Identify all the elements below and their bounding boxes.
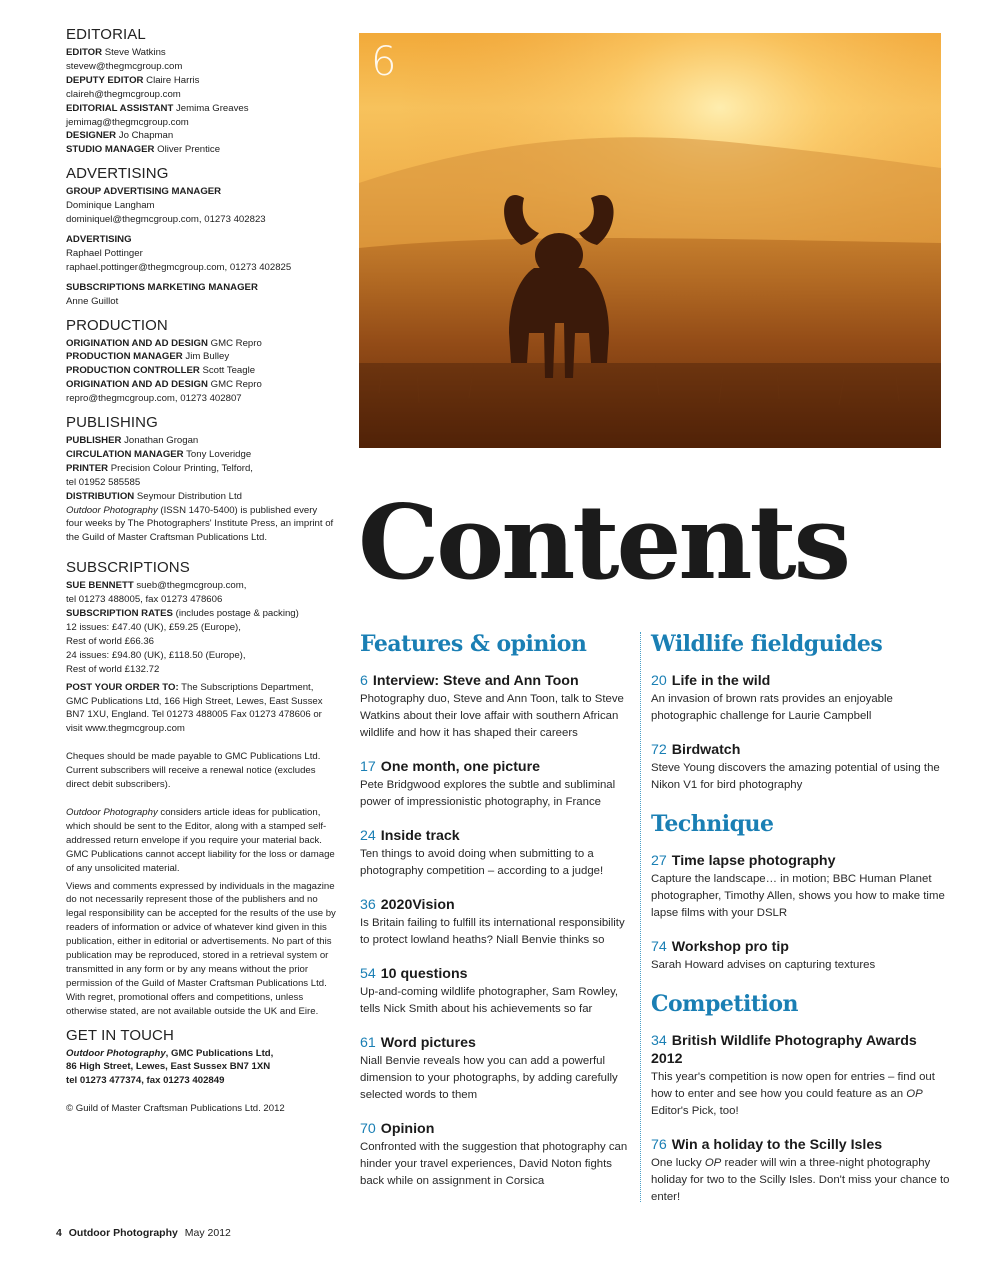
article-ideas-note xyxy=(66,806,336,876)
masthead-line xyxy=(66,434,336,448)
contents-item-description: Niall Benvie reveals how you can add a powerful dimension to your photographs, by adding carefully selected words to them xyxy=(360,1055,618,1101)
get-in-touch-heading: GET IN TOUCH xyxy=(66,1026,174,1044)
masthead-value: GMC Repro xyxy=(207,379,262,391)
contents-title-text: 10 questions xyxy=(380,966,468,982)
masthead-role: DEPUTY EDITOR xyxy=(66,74,144,86)
contents-item-description: An invasion of brown rats provides an enjoyable photographic challenge for Laurie Campbell xyxy=(651,693,893,722)
legal-disclaimer: Views and comments expressed by individuals in the magazine do not necessarily represent those of the publishers and no legal responsibility can be accepted for the results of the use by readers of information or advice of whatever kind given in this publication, either in editorial or advertisements. No part of this publication may be reproduced, stored in a retrieval system or transmitted in any form or by any means without the prior permission of the Guild of Master Craftsman Publications Ltd. With regret, promotional offers and competitions, unless otherwise stated, are not available outside the UK and Eire. xyxy=(66,880,336,1017)
production-lines xyxy=(66,337,336,407)
masthead-role: DESIGNER xyxy=(66,130,117,142)
contents-item-description: Pete Bridgwood explores the subtle and subliminal power of impressionistic photography, in France xyxy=(360,779,616,808)
contents-title-text: Opinion xyxy=(380,1121,435,1137)
masthead-value: tel 01273 488005, fax 01273 478606 xyxy=(66,594,223,606)
masthead-line xyxy=(66,60,336,74)
contents-title-text: Workshop pro tip xyxy=(671,939,789,955)
masthead-line xyxy=(66,116,336,130)
masthead-value: GMC Repro xyxy=(207,337,262,349)
contents-item-description: Steve Young discovers the amazing potential of using the Nikon V1 for bird photography xyxy=(651,762,940,791)
editorial-heading: EDITORIAL xyxy=(66,26,146,43)
masthead-line xyxy=(66,247,336,261)
masthead-value: 24 issues: £94.80 (UK), £118.50 (Europe), xyxy=(66,649,246,661)
masthead-value: Anne Guillot xyxy=(66,295,119,307)
publishing-note-title: Outdoor Photography xyxy=(66,504,158,516)
contents-item-title xyxy=(651,1136,951,1154)
masthead-role: SUE BENNETT xyxy=(66,580,134,592)
masthead-line xyxy=(66,593,336,607)
contents-item xyxy=(360,1120,632,1190)
features-list xyxy=(360,672,632,1190)
features-column xyxy=(360,630,632,1206)
masthead-value: sueb@thegmcgroup.com, xyxy=(133,580,247,592)
contents-title-text: Birdwatch xyxy=(671,742,741,758)
masthead-line xyxy=(66,143,336,157)
wildebeest-sunset-image xyxy=(359,33,941,448)
contents-title-text: British Wildlife Photography Awards 2012 xyxy=(651,1033,917,1067)
masthead-line xyxy=(66,102,336,116)
subscriptions-section xyxy=(66,559,336,1018)
contents-page-number: 20 xyxy=(651,673,667,689)
masthead-role: CIRCULATION MANAGER xyxy=(66,448,184,460)
masthead-value: Jonathan Grogan xyxy=(121,435,199,447)
masthead-value: Steve Watkins xyxy=(102,47,166,58)
publishing-note-text: (ISSN 1470-5400) is published every four weeks by The Photographers' Institute Press, an imprint of the Guild of Master Craftsman Publications Ltd. xyxy=(66,504,334,544)
contents-item xyxy=(360,758,632,811)
masthead-value: 12 issues: £47.40 (UK), £59.25 (Europe), xyxy=(66,622,241,633)
advertising-heading: ADVERTISING xyxy=(66,165,169,183)
article-ideas-text: considers article ideas for publication, which should be sent to the Editor, along with a stamped self-addressed return envelope if you require your material back. GMC Publications cannot accept liability for the loss or damage of any unsolicited material. xyxy=(66,806,335,874)
masthead-line xyxy=(66,74,336,88)
production-heading: PRODUCTION xyxy=(66,316,168,334)
masthead-column xyxy=(66,26,336,1124)
hero-page-number: 6 xyxy=(371,39,397,85)
technique-list xyxy=(651,852,951,974)
masthead-value: Raphael Pottinger xyxy=(66,247,143,259)
contents-item xyxy=(651,1032,951,1120)
masthead-value: Dominique Langham xyxy=(66,200,155,212)
contents-item xyxy=(360,965,632,1018)
masthead-role: PRINTER xyxy=(66,462,109,474)
masthead-role: EDITORIAL ASSISTANT xyxy=(66,102,174,114)
contents-item xyxy=(360,827,632,880)
contents-item-title xyxy=(360,896,632,914)
masthead-line xyxy=(66,462,336,476)
contents-item-title xyxy=(651,852,951,870)
wildlife-list xyxy=(651,672,951,794)
contents-item-title xyxy=(360,672,632,690)
masthead-line xyxy=(66,378,336,392)
masthead-role: DISTRIBUTION xyxy=(66,490,135,502)
contents-page-number: 17 xyxy=(360,759,376,775)
contents-item-title xyxy=(360,827,632,845)
masthead-value: Jemima Greaves xyxy=(173,102,249,114)
contents-item-description: Capture the landscape… in motion; BBC Human Planet photographer, Timothy Allen, shows you how to make time lapse films with your DSLR xyxy=(651,873,945,919)
advertising-lines xyxy=(66,185,336,308)
contact-line-2: 86 High Street, Lewes, East Sussex BN7 1XN xyxy=(66,1061,271,1073)
masthead-value: Jim Bulley xyxy=(182,351,230,363)
copyright-notice: © Guild of Master Craftsman Publications Ltd. 2012 xyxy=(66,1103,285,1115)
post-order-label: POST YOUR ORDER TO: xyxy=(66,681,179,693)
contents-item-description: Is Britain failing to fulfill its international responsibility to protect lowland heaths? Niall Benvie thinks so xyxy=(360,917,625,946)
masthead-role: ADVERTISING xyxy=(66,233,132,245)
contents-page-number: 70 xyxy=(360,1121,376,1137)
contents-title: Contents xyxy=(358,483,849,603)
contents-page-number: 76 xyxy=(651,1137,667,1153)
masthead-line xyxy=(66,129,336,143)
hero-photo xyxy=(359,33,941,448)
contents-item-description: Ten things to avoid doing when submitting to a photography competition – according to a judge! xyxy=(360,848,604,877)
masthead-role: STUDIO MANAGER xyxy=(66,144,155,156)
masthead-line xyxy=(66,579,336,593)
wildlife-heading: Wildlife fieldguides xyxy=(651,631,883,657)
masthead-line xyxy=(66,350,336,364)
contents-page-number: 24 xyxy=(360,828,376,844)
page-footer xyxy=(56,1227,231,1239)
cheques-note: Cheques should be made payable to GMC Publications Ltd. Current subscribers will receive a renewal notice (excludes direct debit subscribers). xyxy=(66,751,321,791)
masthead-role: EDITOR xyxy=(66,47,103,58)
masthead-value: Rest of world £66.36 xyxy=(66,635,154,647)
contents-item xyxy=(651,741,951,794)
masthead-line xyxy=(66,635,336,649)
competition-list xyxy=(651,1032,951,1206)
masthead-value: jemimag@thegmcgroup.com xyxy=(66,116,189,128)
contents-page-number: 72 xyxy=(651,742,667,758)
contents-page-number: 6 xyxy=(360,673,368,689)
masthead-line xyxy=(66,392,336,406)
contents-page-number: 54 xyxy=(360,966,376,982)
masthead-value: Claire Harris xyxy=(143,74,200,86)
masthead-line xyxy=(66,448,336,462)
editorial-lines xyxy=(66,46,336,157)
contents-title-text: 2020Vision xyxy=(380,897,455,913)
masthead-line xyxy=(66,88,336,102)
column-divider xyxy=(640,632,641,1202)
contents-title-text: Word pictures xyxy=(380,1035,476,1051)
contents-title-text: Interview: Steve and Ann Toon xyxy=(372,673,579,689)
masthead-role: PRODUCTION CONTROLLER xyxy=(66,365,200,377)
contents-item-title xyxy=(651,672,951,690)
description-part: OP xyxy=(704,1157,722,1169)
publishing-note xyxy=(66,504,336,546)
contents-item-description: Photography duo, Steve and Ann Toon, talk to Steve Watkins about their love affair with southern African wildlife and how it has shaped their careers xyxy=(360,693,624,739)
publishing-heading: PUBLISHING xyxy=(66,414,158,432)
masthead-value: Jo Chapman xyxy=(116,130,174,142)
masthead-line xyxy=(66,476,336,490)
masthead-value: tel 01952 585585 xyxy=(66,476,141,488)
masthead-value: Oliver Prentice xyxy=(154,144,221,156)
contents-item xyxy=(360,1034,632,1104)
contents-title-text: Inside track xyxy=(380,828,460,844)
contents-item xyxy=(651,672,951,725)
contents-title-text: Time lapse photography xyxy=(671,853,836,869)
contact-magazine-name: Outdoor Photography xyxy=(66,1047,166,1059)
publishing-lines xyxy=(66,434,336,504)
masthead-value: dominiquel@thegmcgroup.com, 01273 402823 xyxy=(66,214,266,226)
contents-item-description: Up-and-coming wildlife photographer, Sam Rowley, tells Nick Smith about his achievements so far xyxy=(360,986,619,1015)
description-part: reader will win a three-night photography holiday for two to the Scilly Isles. Don't miss your chance to enter! xyxy=(651,1157,950,1203)
production-section xyxy=(66,317,336,407)
contents-page-number: 36 xyxy=(360,897,376,913)
post-order-text xyxy=(66,681,336,737)
advertising-section xyxy=(66,165,336,308)
masthead-role: GROUP ADVERTISING MANAGER xyxy=(66,186,222,198)
contents-item-title xyxy=(360,1120,632,1138)
contents-item xyxy=(651,1136,951,1206)
contact-line-1 xyxy=(66,1047,336,1061)
contents-item-title xyxy=(360,758,632,776)
contents-item-title xyxy=(360,965,632,983)
contact-publisher: , GMC Publications Ltd, xyxy=(165,1047,274,1059)
contents-item-title xyxy=(651,741,951,759)
contents-item-description xyxy=(651,1155,951,1206)
description-part: Editor's Pick, too! xyxy=(651,1105,739,1117)
contents-item-description: Sarah Howard advises on capturing textures xyxy=(651,959,876,971)
masthead-line xyxy=(66,185,336,199)
masthead-value: claireh@thegmcgroup.com xyxy=(66,88,181,100)
contents-item-title xyxy=(651,1032,951,1068)
masthead-value: Rest of world £132.72 xyxy=(66,663,160,675)
technique-heading: Technique xyxy=(651,811,774,837)
contents-item xyxy=(360,672,632,742)
subscriptions-lines xyxy=(66,579,336,676)
masthead-value: stevew@thegmcgroup.com xyxy=(66,60,183,72)
contents-item-description xyxy=(651,1069,951,1120)
subscriptions-heading: SUBSCRIPTIONS xyxy=(66,559,190,577)
masthead-line xyxy=(66,663,336,677)
masthead-role: PUBLISHER xyxy=(66,435,122,447)
description-part: This year's competition is now open for entries – find out how to enter and see how you could feature as an xyxy=(651,1071,935,1100)
masthead-value: (includes postage & packing) xyxy=(172,608,299,620)
contents-item-title xyxy=(651,938,951,956)
masthead-line xyxy=(66,281,336,295)
folio-magazine-name: Outdoor Photography xyxy=(68,1227,178,1239)
contents-title-text: Win a holiday to the Scilly Isles xyxy=(671,1137,883,1153)
masthead-line xyxy=(66,337,336,351)
masthead-role: SUBSCRIPTION RATES xyxy=(66,608,173,620)
get-in-touch-section xyxy=(66,1027,336,1117)
contents-page-number: 61 xyxy=(360,1035,376,1051)
features-heading: Features & opinion xyxy=(360,631,587,657)
contents-page-number: 74 xyxy=(651,939,667,955)
masthead-role: PRODUCTION MANAGER xyxy=(66,351,183,363)
contents-title-text: One month, one picture xyxy=(380,759,541,775)
contents-page-number: 34 xyxy=(651,1033,667,1049)
post-order-address: The Subscriptions Department, GMC Publications Ltd, 166 High Street, Lewes, East Sussex BN7 1XU, England. Tel 01273 488005 Fax 01273 478606 or visit www.thegmcgroup.com xyxy=(66,681,323,735)
description-part: OP xyxy=(906,1088,923,1100)
article-ideas-title: Outdoor Photography xyxy=(66,806,158,818)
contents-title-text: Life in the wild xyxy=(671,673,771,689)
sections-column xyxy=(651,630,951,1222)
masthead-role: ORIGINATION AND AD DESIGN xyxy=(66,337,208,349)
masthead-role: ORIGINATION AND AD DESIGN xyxy=(66,379,208,391)
competition-heading: Competition xyxy=(651,991,799,1017)
masthead-line xyxy=(66,46,336,60)
contents-item xyxy=(651,938,951,974)
folio-page-number: 4 xyxy=(56,1227,62,1239)
contents-item xyxy=(360,896,632,949)
masthead-line xyxy=(66,364,336,378)
masthead-line xyxy=(66,607,336,621)
masthead-line xyxy=(66,621,336,635)
contact-line-3: tel 01273 477374, fax 01273 402849 xyxy=(66,1075,225,1087)
editorial-section xyxy=(66,26,336,157)
contents-item xyxy=(651,852,951,922)
masthead-line xyxy=(66,233,336,247)
masthead-line xyxy=(66,490,336,504)
masthead-line xyxy=(66,261,336,275)
masthead-value: raphael.pottinger@thegmcgroup.com, 01273 402825 xyxy=(66,261,292,273)
masthead-value: Scott Teagle xyxy=(199,365,256,377)
masthead-value: Tony Loveridge xyxy=(183,448,252,460)
description-part: One lucky xyxy=(651,1157,705,1169)
masthead-value: Seymour Distribution Ltd xyxy=(134,490,242,502)
masthead-line xyxy=(66,199,336,213)
contents-item-title xyxy=(360,1034,632,1052)
masthead-line xyxy=(66,295,336,309)
publishing-section xyxy=(66,414,336,545)
folio-issue: May 2012 xyxy=(184,1227,231,1239)
masthead-line xyxy=(66,213,336,227)
masthead-line xyxy=(66,649,336,663)
contents-page-number: 27 xyxy=(651,853,667,869)
masthead-role: SUBSCRIPTIONS MARKETING MANAGER xyxy=(66,281,258,293)
masthead-value: Precision Colour Printing, Telford, xyxy=(108,462,253,474)
masthead-value: repro@thegmcgroup.com, 01273 402807 xyxy=(66,393,242,405)
contents-item-description: Confronted with the suggestion that photography can hinder your travel experiences, David Noton fights back while on assignment in Corsica xyxy=(360,1141,628,1187)
